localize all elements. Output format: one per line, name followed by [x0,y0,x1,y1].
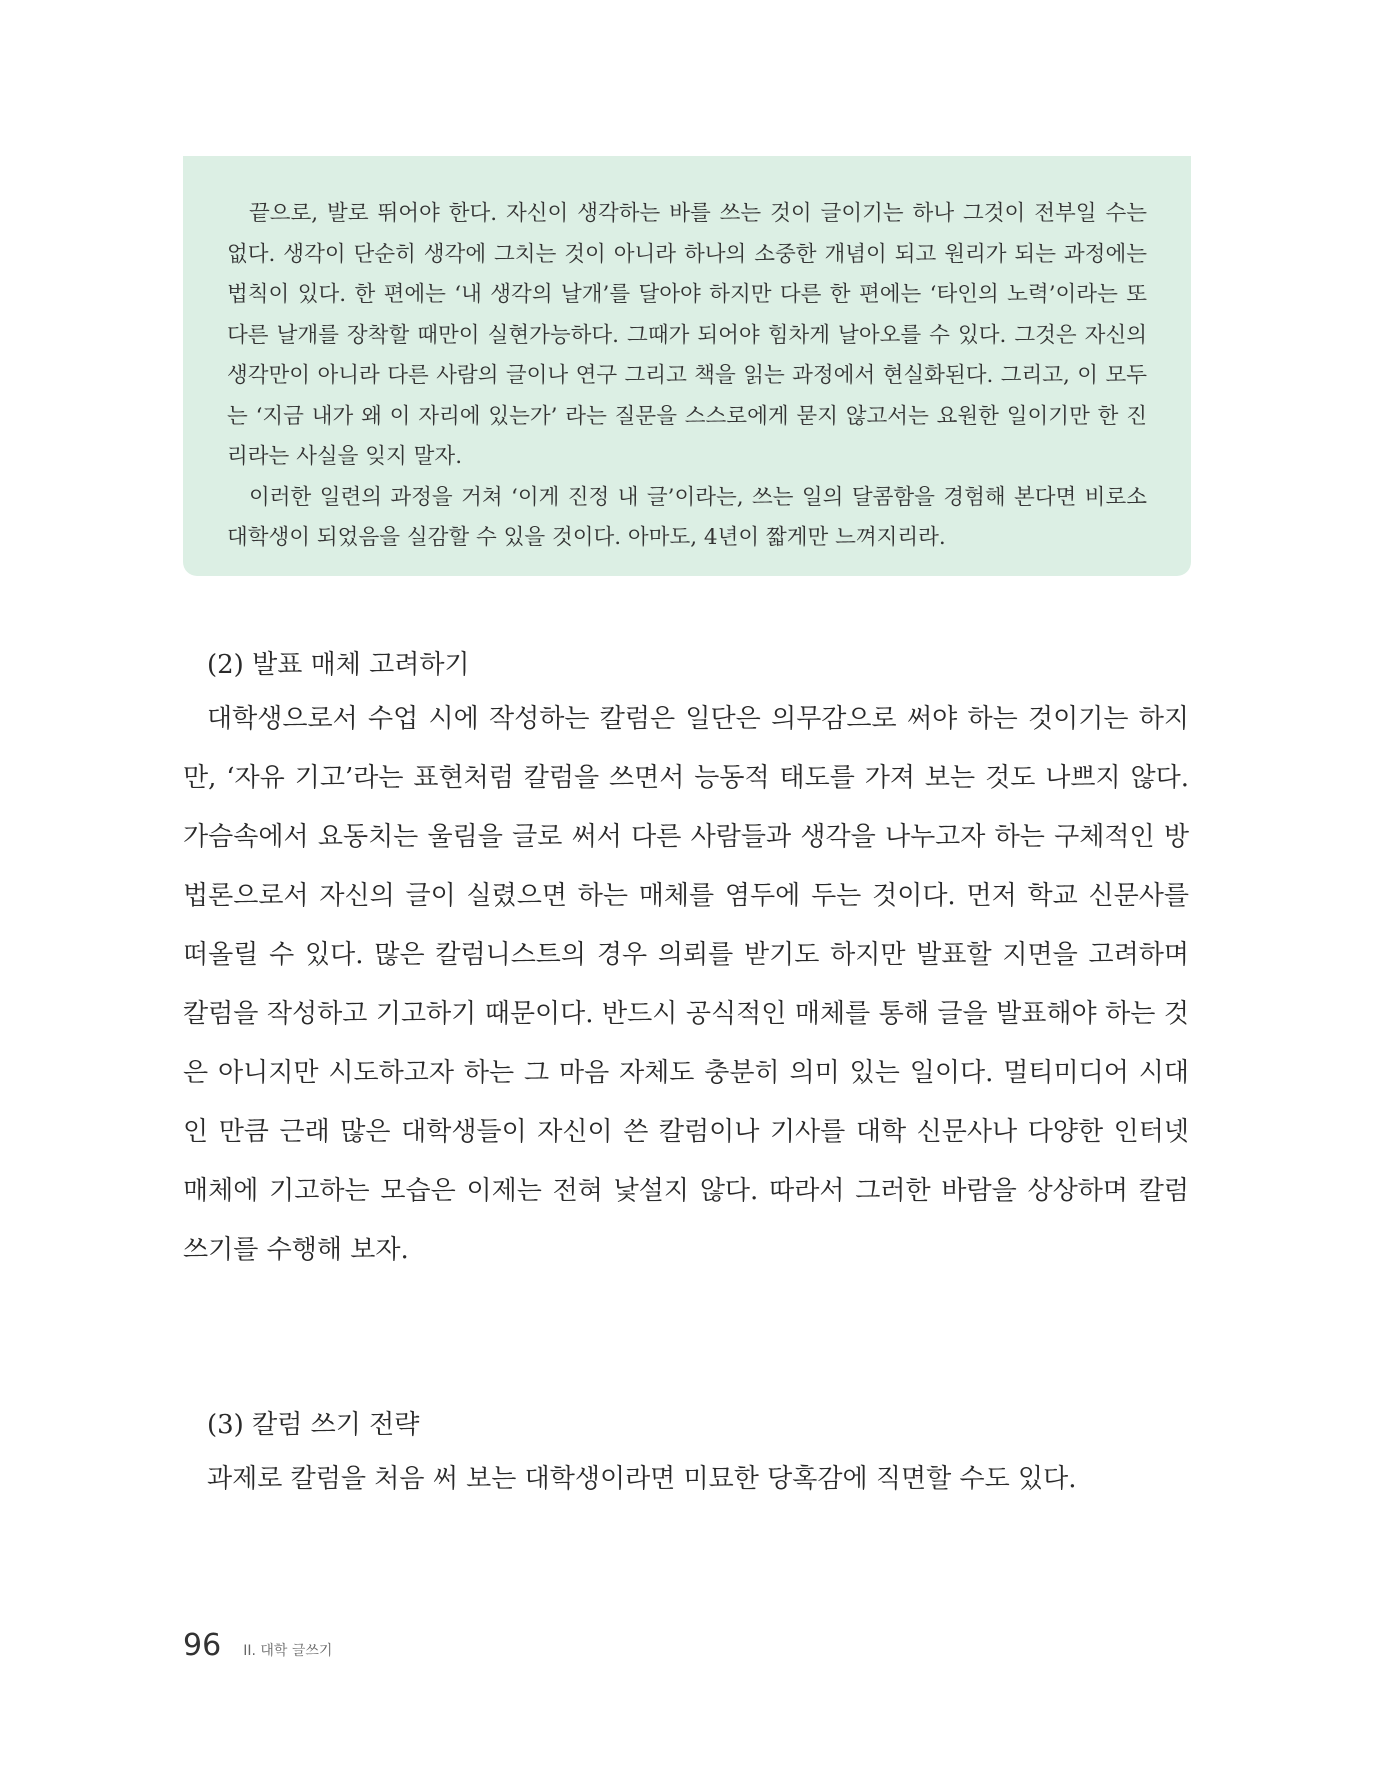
page-number: 96 [183,1628,222,1663]
section-heading: (2) 발표 매체 고려하기 [207,650,470,680]
body-paragraph: 대학생으로서 수업 시에 작성하는 칼럼은 일단은 의무감으로 써야 하는 것이기는 하지만, ‘자유 기고’라는 표현처럼 칼럼을 쓰면서 능동적 태도를 가져 보는 것도 나쁘지 않다. 가슴속에서 요동치는 울림을 글로 써서 다른 사람들과 생각을 나누고자 하는 구체적인 방법론으로서 자신의 글이 실렸으면 하는 매체를 염두에 두는 것이다. 먼저 학교 신문사를 떠올릴 수 있다. 많은 칼럼니스트의 경우 의뢰를 받기도 하지만 발표할 지면을 고려하며 칼럼을 작성하고 기고하기 때문이다. 반드시 공식적인 매체를 통해 글을 발표해야 하는 것은 아니지만 시도하고자 하는 그 마음 자체도 충분히 의미 있는 일이다. 멀티미디어 시대인 만큼 근래 많은 대학생들이 자신이 쓴 칼럼이나 기사를 대학 신문사나 다양한 인터넷 매체에 기고하는 모습은 이제는 전혀 낯설지 않다. 따라서 그러한 바람을 상상하며 칼럼 쓰기를 수행해 보자. [183,704,1189,1265]
quote-paragraph: 이러한 일련의 과정을 거쳐 ‘이게 진정 내 글’이라는, 쓰는 일의 달콤함을 경험해 본다면 비로소 대학생이 되었음을 실감할 수 있을 것이다. 아마도, 4년이 짧게만 느껴지리라. [227,484,1147,550]
section-heading: (3) 칼럼 쓰기 전략 [207,1410,420,1440]
chapter-title: II. 대학 글쓰기 [243,1643,333,1659]
quote-paragraph: 끝으로, 발로 뛰어야 한다. 자신이 생각하는 바를 쓰는 것이 글이기는 하나 그것이 전부일 수는 없다. 생각이 단순히 생각에 그치는 것이 아니라 하나의 소중한 개념이 되고 원리가 되는 과정에는 법칙이 있다. 한 편에는 ‘내 생각의 날개’를 달아야 하지만 다른 한 편에는 ‘타인의 노력’이라는 또 다른 날개를 장착할 때만이 실현가능하다. 그때가 되어야 힘차게 날아오를 수 있다. 그것은 자신의 생각만이 아니라 다른 사람의 글이나 연구 그리고 책을 읽는 과정에서 현실화된다. 그리고, 이 모두는 ‘지금 내가 왜 이 자리에 있는가’ 라는 질문을 스스로에게 묻지 않고서는 요원한 일이기만 한 진리라는 사실을 잊지 말자. [227,201,1147,469]
page-footer [183,1628,332,1663]
body-paragraph: 과제로 칼럼을 처음 써 보는 대학생이라면 미묘한 당혹감에 직면할 수도 있다. [207,1464,1077,1494]
quote-box [183,156,1191,576]
